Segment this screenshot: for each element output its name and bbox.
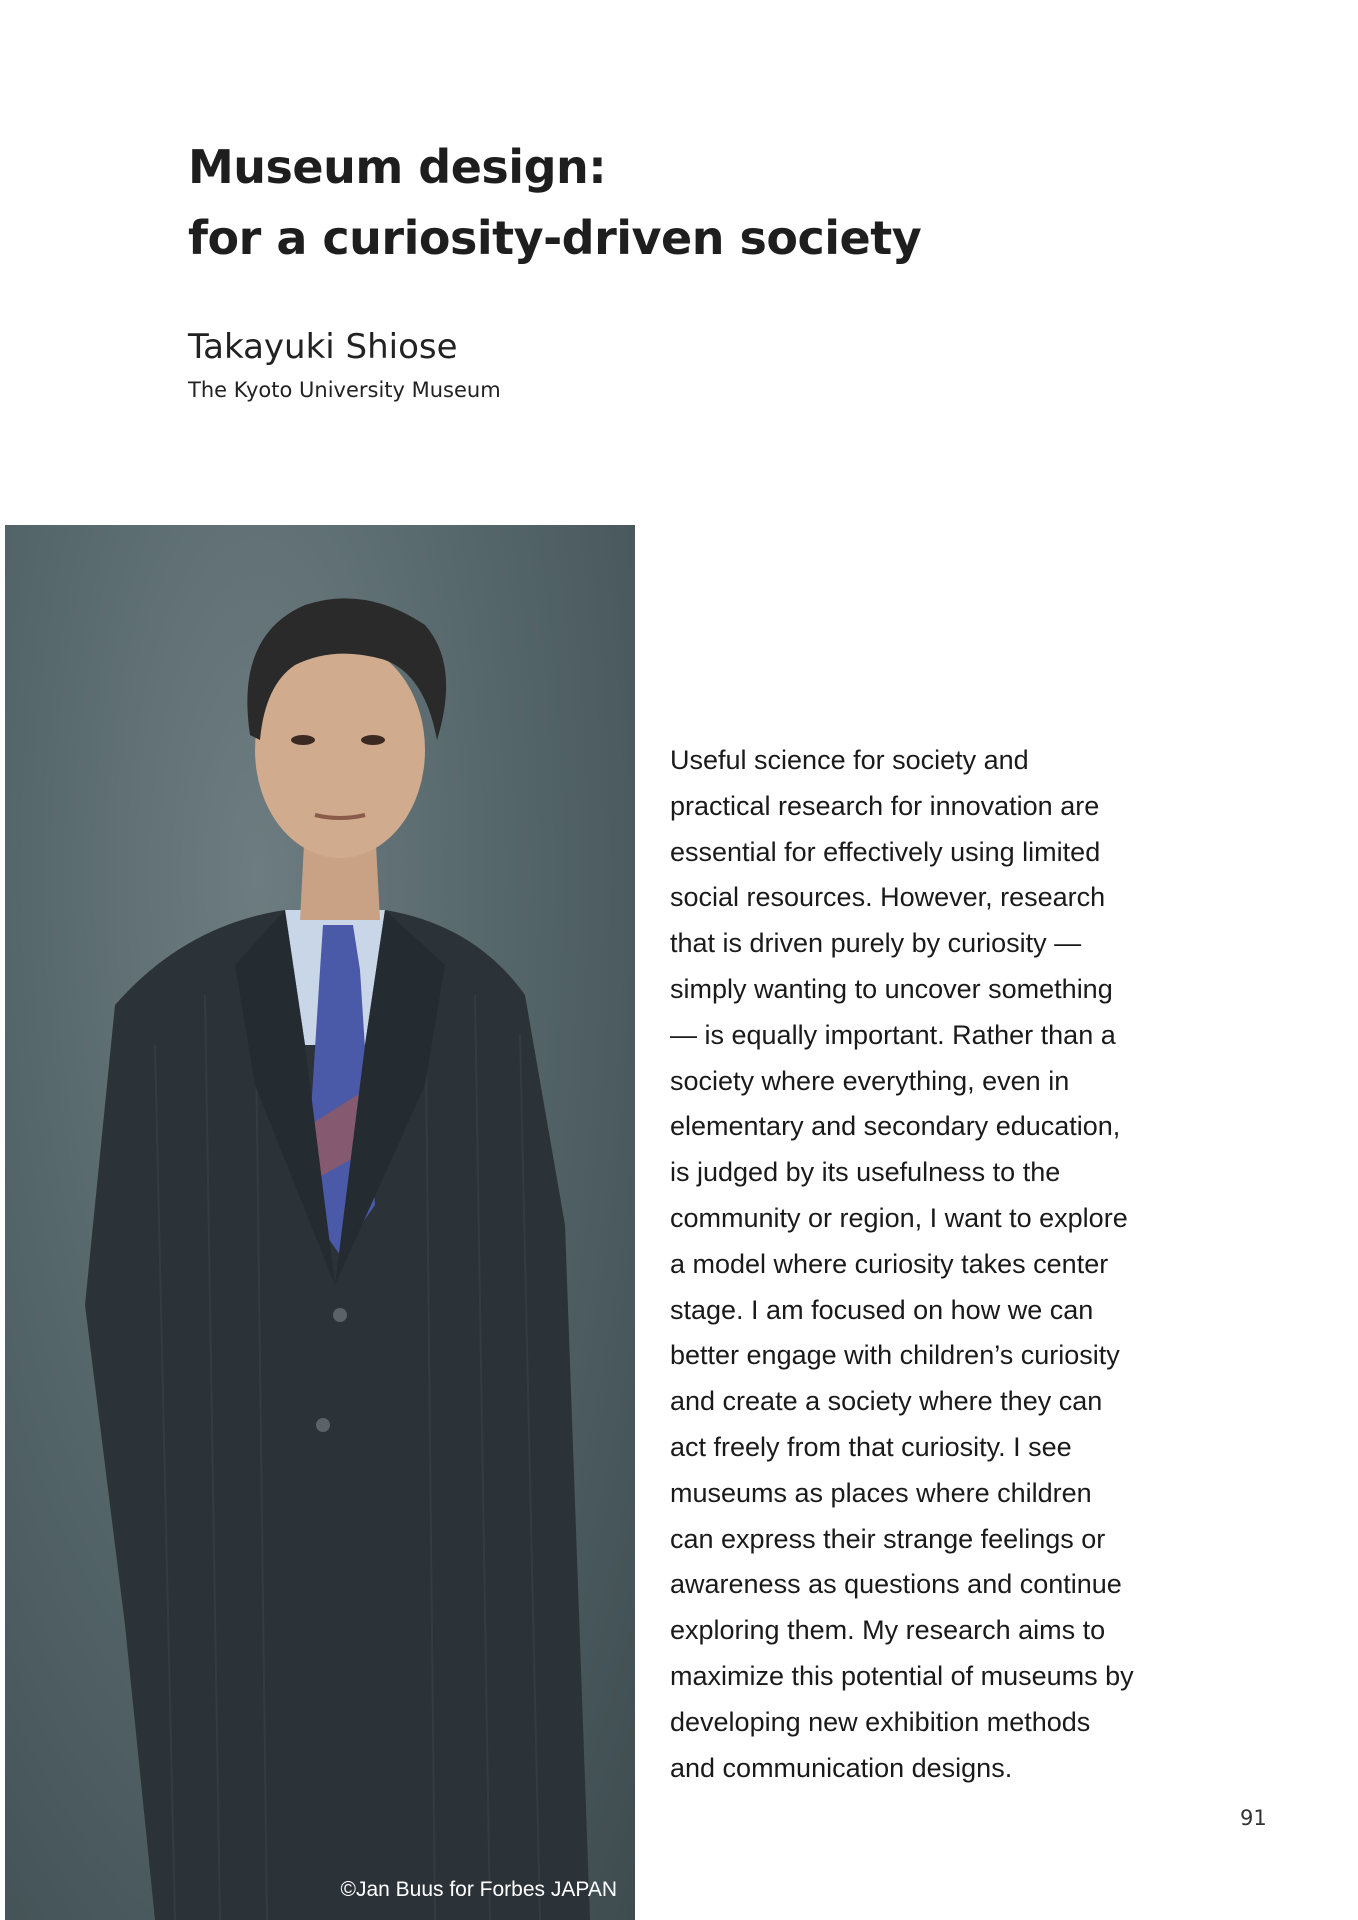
body-line: better engage with children’s curiosity [670,1340,1120,1371]
body-line: stage. I am focused on how we can [670,1294,1094,1325]
body-line: Useful science for society and [670,745,1029,775]
page-number: 91 [1240,1806,1267,1830]
photo-credit: ©Jan Buus for Forbes JAPAN [340,1878,617,1901]
body-paragraph [670,738,1230,1791]
body-line: elementary and secondary education, [670,1111,1121,1142]
title-line-2: for a curiosity-driven society [188,211,922,265]
body-line: awareness as questions and continue [670,1569,1122,1600]
article-title [188,132,921,274]
body-line: social resources. However, research [670,882,1106,913]
body-line: a model where curiosity takes center [670,1248,1109,1279]
body-line: exploring them. My research aims to [670,1615,1106,1646]
body-line: and create a society where they can [670,1386,1103,1417]
body-line: developing new exhibition methods [670,1706,1091,1737]
body-line: and communication designs. [670,1752,1013,1783]
body-line: — is equally important. Rather than a [670,1019,1116,1050]
body-line: maximize this potential of museums by [670,1660,1134,1691]
body-line: act freely from that curiosity. I see [670,1431,1072,1462]
title-line-1: Museum design: [188,140,607,194]
body-line: is judged by its usefulness to the [670,1157,1061,1188]
body-line: society where everything, even in [670,1065,1070,1096]
body-line: museums as places where children [670,1477,1092,1508]
body-line: essential for effectively using limited [670,836,1101,867]
author-portrait-photo [5,525,635,1920]
author-name: Takayuki Shiose [188,327,458,367]
body-line: can express their strange feelings or [670,1523,1106,1554]
body-line: practical research for innovation are [670,790,1100,821]
body-line: that is driven purely by curiosity — [670,928,1082,959]
body-line: community or region, I want to explore [670,1202,1128,1233]
author-affiliation: The Kyoto University Museum [188,378,501,402]
portrait-illustration [5,525,635,1920]
body-line: simply wanting to uncover something [670,973,1113,1004]
